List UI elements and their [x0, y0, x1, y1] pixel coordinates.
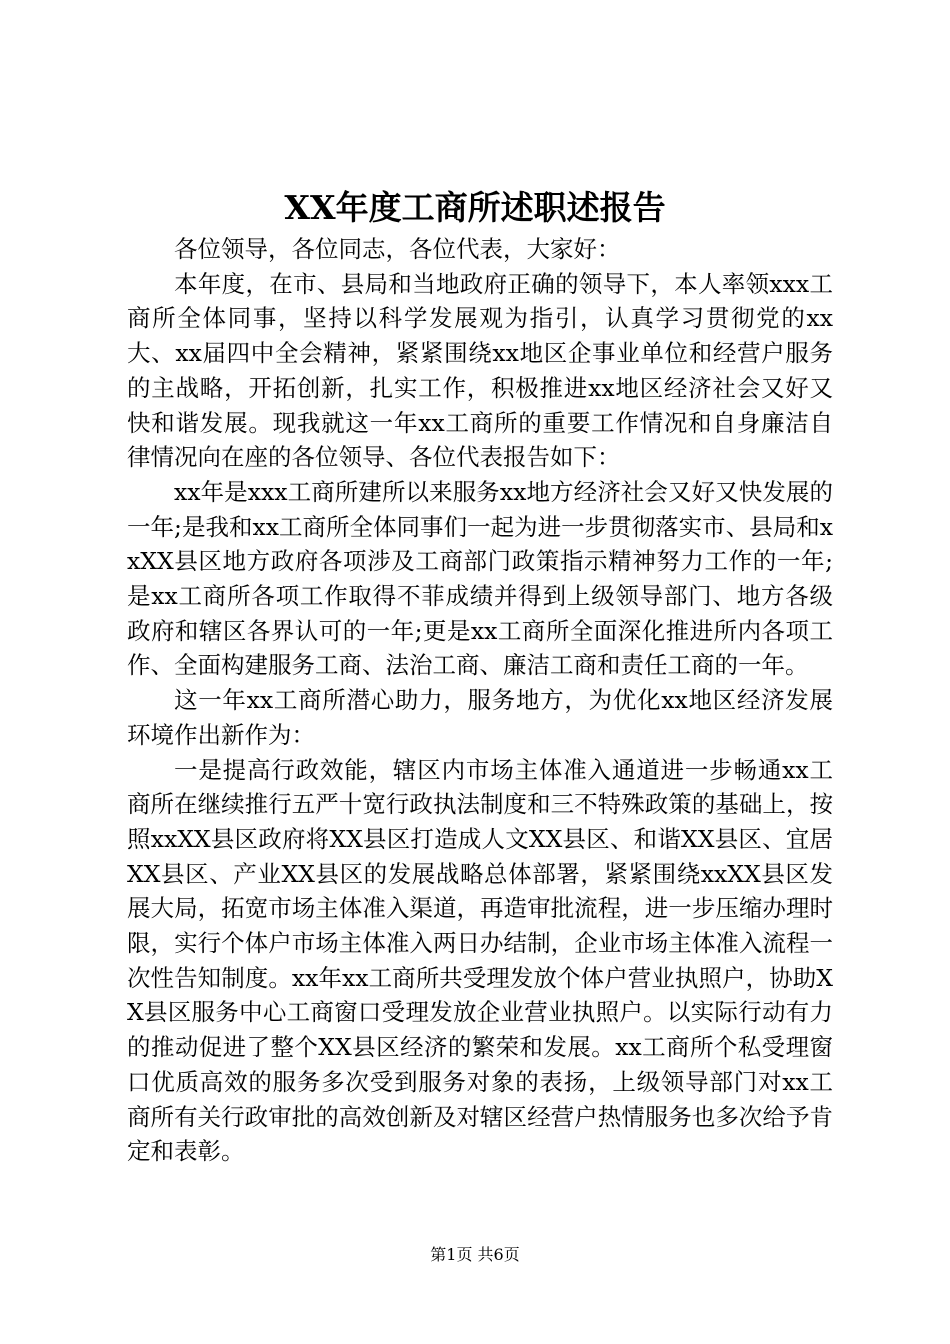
page-number: 第1页 共6页 [430, 1245, 520, 1264]
document-title: XX年度工商所述职述报告 [284, 188, 666, 227]
paragraph-efficiency: 一是提高行政效能，辖区内市场主体准入通道进一步畅通xx工商所在继续推行五严十宽行政执法制度和三不特殊政策的基础上，按照xxXX县区政府将XX县区打造成人文XX县区、和谐XX县区、宜居XX县区、产业XX县区的发展战略总体部署，紧紧围绕xxXX县区发展大局，拓宽市场主体准入渠道，再造审批流程，进一步压缩办理时限，实行个体户市场主体准入两日办结制，企业市场主体准入流程一次性告知制度。xx年xx工商所共受理发放个体户营业执照户，协助XX县区服务中心工商窗口受理发放企业营业执照户。以实际行动有力的推动促进了整个XX县区经济的繁荣和发展。xx工商所个私受理窗口优质高效的服务多次受到服务对象的表扬，上级领导部门对xx工商所有关行政审批的高效创新及对辖区经营户热情服务也多次给予肯定和表彰。 [127, 755, 833, 1166]
document-body [127, 232, 833, 1169]
paragraph-greeting: 各位领导，各位同志，各位代表，大家好： [174, 235, 621, 263]
paragraph-year-summary: xx年是xxx工商所建所以来服务xx地方经济社会又好又快发展的一年;是我和xx工商所全体同事们一起为进一步贯彻落实市、县局和xxXX县区地方政府各项涉及工商部门政策指示精神努力工作的一年;是xx工商所各项工作取得不菲成绩并得到上级领导部门、地方各级政府和辖区各界认可的一年;更是xx工商所全面深化推进所内各项工作、全面构建服务工商、法治工商、廉洁工商和责任工商的一年。 [127, 477, 833, 680]
paragraph-intro: 本年度，在市、县局和当地政府正确的领导下，本人率领xxx工商所全体同事，坚持以科学发展观为指引，认真学习贯彻党的xx大、xx届四中全会精神，紧紧围绕xx地区企事业单位和经营户服务的主战略，开拓创新，扎实工作，积极推进xx地区经济社会又好又快和谐发展。现我就这一年xx工商所的重要工作情况和自身廉洁自律情况向在座的各位领导、各位代表报告如下： [127, 269, 833, 472]
paragraph-achievements-lead: 这一年xx工商所潜心助力，服务地方，为优化xx地区经济发展环境作出新作为： [127, 686, 833, 749]
